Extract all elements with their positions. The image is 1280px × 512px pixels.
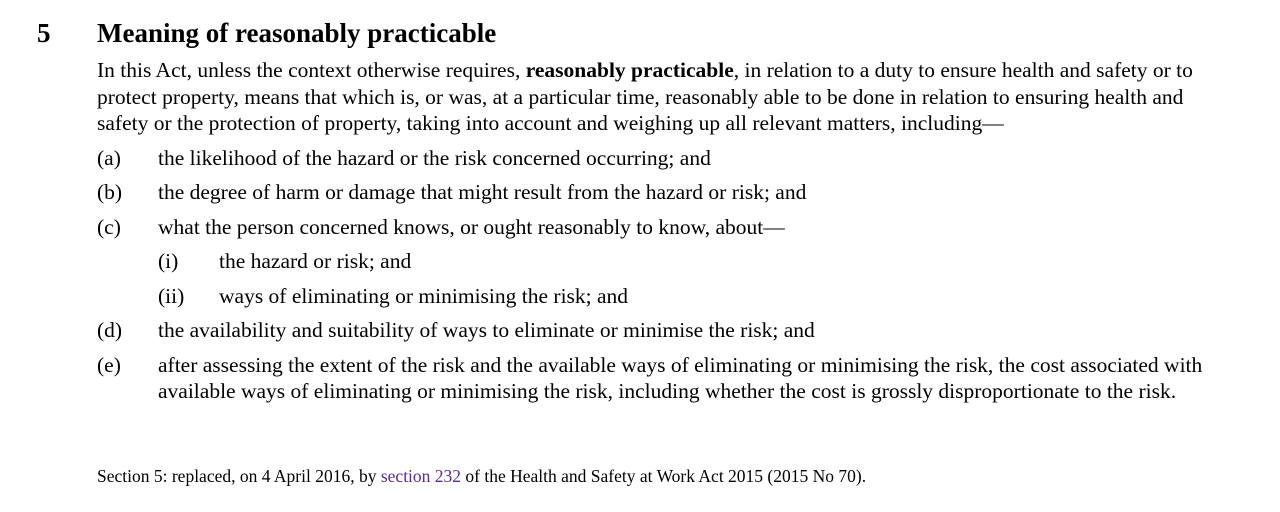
subparagraph-i [158, 248, 1207, 275]
section-232-link[interactable]: section 232 [380, 466, 462, 486]
subparagraph-text: ways of eliminating or minimising the risk; and [219, 283, 629, 308]
subparagraph-text: the hazard or risk; and [219, 249, 412, 273]
paragraph-text: the availability and suitability of ways to eliminate or minimise the risk; and [158, 318, 815, 342]
subparagraph-label: (i) [158, 249, 179, 273]
paragraph-b [97, 179, 1207, 206]
paragraph-a [97, 145, 1207, 172]
section-number: 5 [37, 18, 51, 48]
history-note-text: Section 5: replaced, on 4 April 2016, by [97, 466, 381, 486]
paragraph-d [97, 317, 1207, 344]
history-note-text-end: of the Health and Safety at Work Act 2015 (2015 No 70). [461, 466, 867, 486]
section-heading: Meaning of reasonably practicable [97, 18, 497, 48]
paragraph-text: the degree of harm or damage that might result from the hazard or risk; and [158, 180, 807, 204]
section-intro [97, 57, 1207, 137]
paragraph-e [97, 352, 1207, 405]
paragraph-label: (b) [97, 180, 123, 204]
section-body [97, 57, 1207, 405]
subparagraph-label: (ii) [158, 283, 185, 308]
paragraph-text: what the person concerned knows, or ought reasonably to know, about— [158, 214, 785, 239]
history-note [97, 465, 866, 487]
subparagraph-ii [158, 283, 1207, 310]
paragraph-label: (e) [97, 352, 121, 377]
intro-text-after: , in relation to a duty to ensure health and safety or to protect property, means that which is, or was, at a particular time, reasonably able to be done in relation to ensuring health and safety or the protection of property, taking into account and weighing up all relevant matters, including— [97, 58, 1193, 135]
paragraph-c [97, 214, 1207, 241]
defined-term: reasonably practicable [525, 58, 734, 82]
paragraph-label: (d) [97, 318, 123, 342]
intro-text-before: In this Act, unless the context otherwise requires, [97, 58, 526, 82]
paragraph-label: (c) [97, 214, 121, 239]
paragraph-label: (a) [97, 145, 121, 170]
paragraph-text: after assessing the extent of the risk and the available ways of eliminating or minimising the risk, the cost associated with available ways of eliminating or minimising the risk, including whether the cost is grossly disproportionate to the risk. [158, 352, 1203, 403]
paragraph-text: the likelihood of the hazard or the risk concerned occurring; and [158, 145, 711, 170]
